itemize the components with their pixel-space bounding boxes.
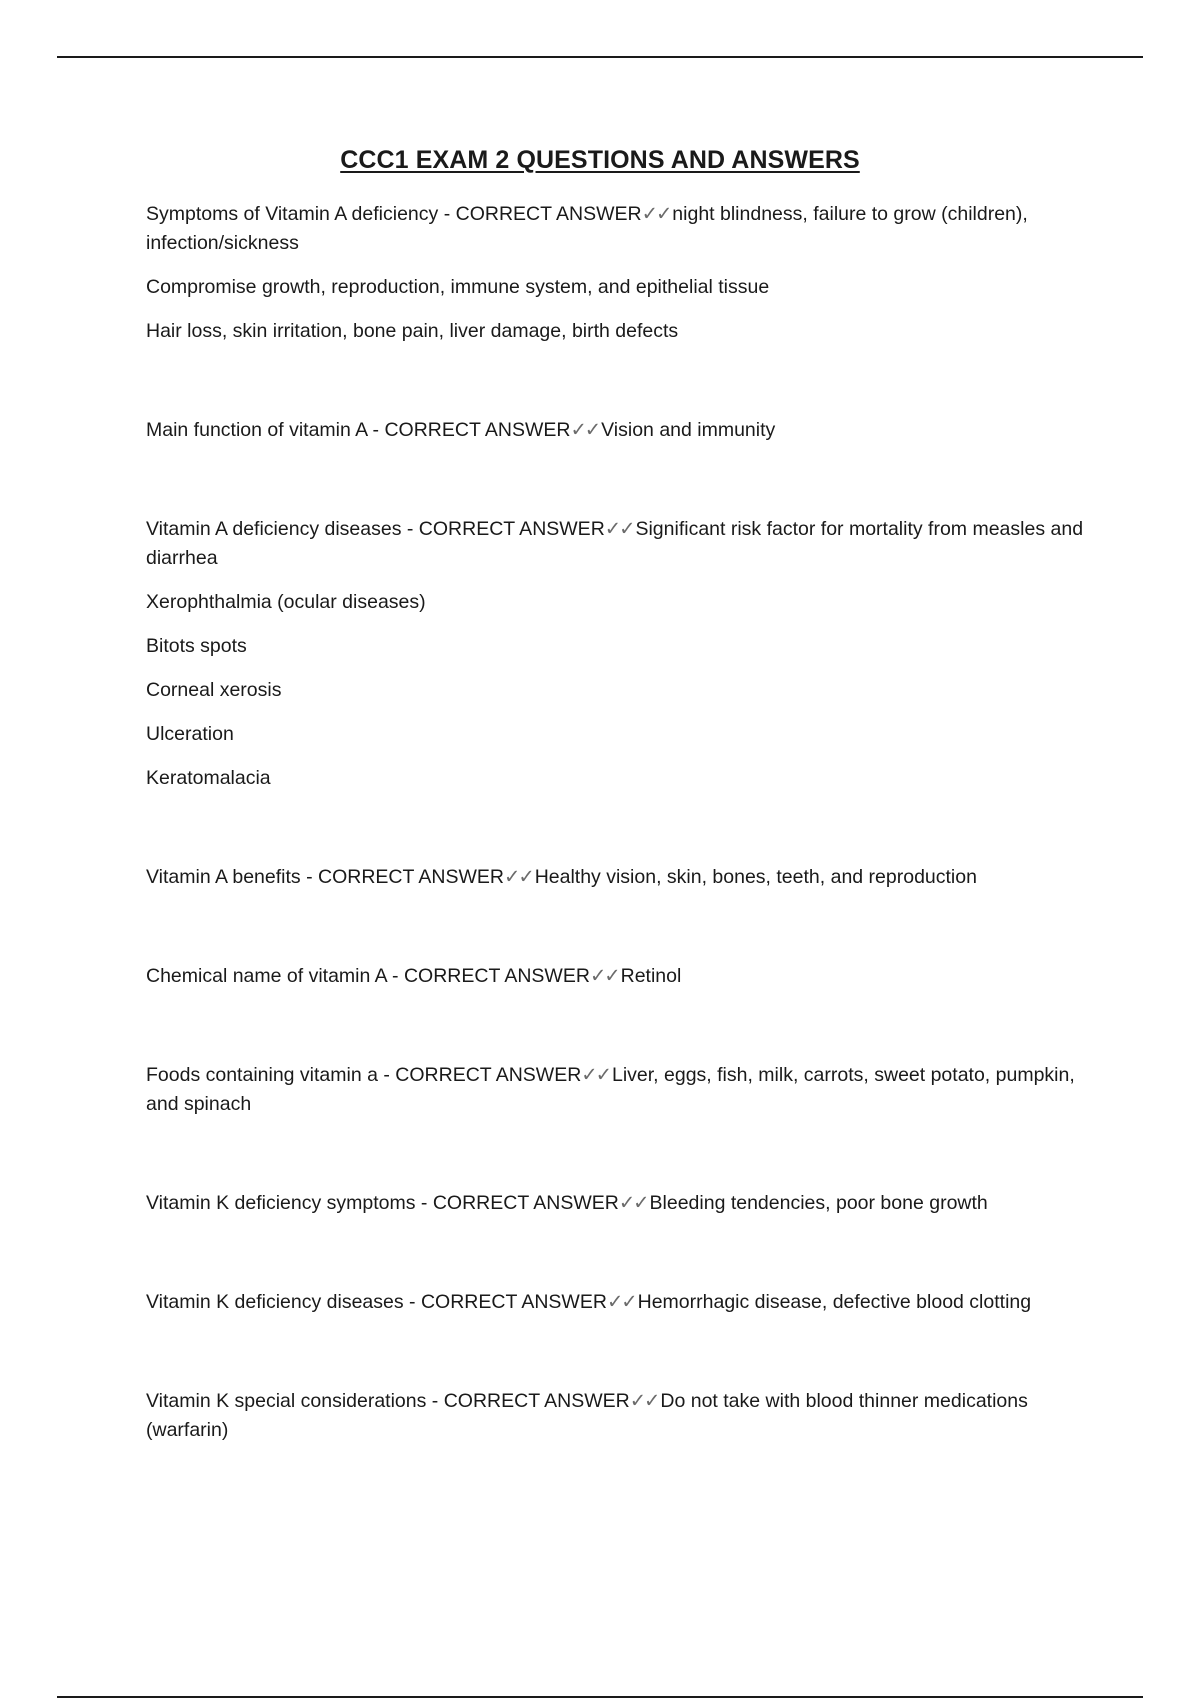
question-text: Vitamin K deficiency diseases - [146,1291,421,1313]
answer-detail-line: Ulceration [146,723,234,745]
qa-line [146,1387,1086,1445]
answer-detail-line: Bitots spots [146,635,247,657]
qa-item [146,863,1086,892]
correct-answer-label: CORRECT ANSWER [432,1192,619,1214]
answer-text: Retinol [620,965,682,987]
qa-line [146,863,1086,892]
qa-line [146,515,1086,573]
answer-text: Healthy vision, skin, bones, teeth, and reproduction [534,866,977,888]
answer-text: Bleeding tendencies, poor bone growth [649,1192,988,1214]
double-check-icon: ✓✓ [629,1390,659,1412]
answer-detail-line: Keratomalacia [146,767,271,789]
question-text: Vitamin A deficiency diseases - [146,518,419,540]
question-text: Symptoms of Vitamin A deficiency - [146,203,456,225]
correct-answer-label: CORRECT ANSWER [403,965,590,987]
double-check-icon: ✓✓ [604,518,634,540]
qa-line [146,1189,1086,1218]
correct-answer-label: CORRECT ANSWER [443,1390,630,1412]
question-text: Vitamin A benefits - [146,866,318,888]
correct-answer-label: CORRECT ANSWER [455,203,642,225]
page-title: CCC1 EXAM 2 QUESTIONS AND ANSWERS [340,146,860,174]
double-check-icon: ✓✓ [606,1291,636,1313]
answer-text: night blindness, failure to grow (children), infection/sickness [146,203,1028,254]
answer-text: Significant risk factor for mortality from measles and diarrhea [146,518,1084,569]
question-text: Chemical name of vitamin A - [146,965,404,987]
qa-item [146,1189,1086,1218]
qa-line [146,200,1086,258]
qa-list [146,200,1086,1445]
double-check-icon: ✓✓ [570,419,600,441]
double-check-icon: ✓✓ [641,203,671,225]
correct-answer-label: CORRECT ANSWER [420,1291,607,1313]
qa-item [146,962,1086,991]
answer-text: Vision and immunity [601,419,776,441]
answer-text: Do not take with blood thinner medications (warfarin) [146,1390,1028,1441]
question-text: Vitamin K special considerations - [146,1390,444,1412]
question-text: Main function of vitamin A - [146,419,385,441]
double-check-icon: ✓✓ [589,965,619,987]
question-text: Vitamin K deficiency symptoms - [146,1192,433,1214]
answer-detail-line: Hair loss, skin irritation, bone pain, liver damage, birth defects [146,320,679,342]
qa-item [146,416,1086,445]
answer-text: Liver, eggs, fish, milk, carrots, sweet potato, pumpkin, and spinach [146,1064,1075,1115]
correct-answer-label: CORRECT ANSWER [395,1064,582,1086]
correct-answer-label: CORRECT ANSWER [418,518,605,540]
correct-answer-label: CORRECT ANSWER [384,419,571,441]
footer-rule [57,1696,1143,1698]
qa-item [146,515,1086,793]
qa-line [146,416,1086,445]
answer-detail-line: Compromise growth, reproduction, immune system, and epithelial tissue [146,276,770,298]
qa-item [146,1061,1086,1119]
header-rule [57,56,1143,58]
qa-item [146,1288,1086,1317]
qa-item [146,200,1086,346]
answer-detail-line: Xerophthalmia (ocular diseases) [146,591,426,613]
qa-line [146,962,1086,991]
answer-text: Hemorrhagic disease, defective blood clotting [637,1291,1032,1313]
double-check-icon: ✓✓ [581,1064,610,1086]
qa-line [146,1061,1086,1119]
qa-line [146,1288,1086,1317]
double-check-icon: ✓✓ [504,866,533,888]
qa-item [146,1387,1086,1445]
question-text: Foods containing vitamin a - [146,1064,396,1086]
correct-answer-label: CORRECT ANSWER [318,866,504,888]
answer-detail-line: Corneal xerosis [146,679,282,701]
double-check-icon: ✓✓ [618,1192,648,1214]
